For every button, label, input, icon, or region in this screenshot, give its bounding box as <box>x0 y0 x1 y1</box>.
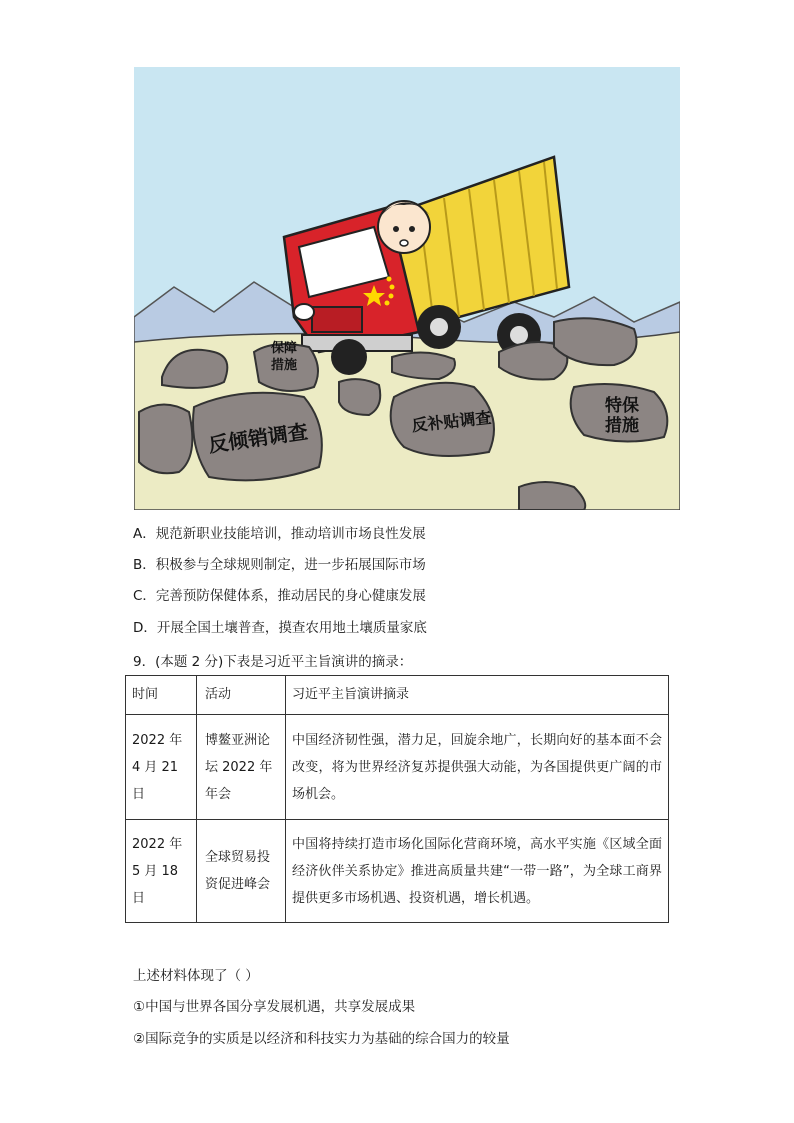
trade-barrier-cartoon <box>134 67 680 510</box>
row1-activity: 博鳌亚洲论坛 2022 年年会 <box>197 715 286 820</box>
label-antisubsidy: 反补贴调查 <box>410 407 493 436</box>
header-activity: 活动 <box>197 676 286 715</box>
row1-excerpt: 中国经济韧性强，潜力足，回旋余地广，长期向好的基本面不会改变，将为世界经济复苏提供强大动能，为各国提供更广阔的市场机会。 <box>286 715 669 820</box>
label-antidumping: 反倾销调查 <box>206 419 310 457</box>
label-protect-line2: 措施 <box>270 358 298 373</box>
option-d: D．开展全国土壤普查，摸查农用地土壤质量家底 <box>133 620 427 636</box>
label-special-line1: 特保 <box>605 396 639 416</box>
row2-activity: 全球贸易投资促进峰会 <box>197 820 286 923</box>
row2-time: 2022 年 5 月 18 日 <box>126 820 197 923</box>
header-time: 时间 <box>126 676 197 715</box>
row2-excerpt: 中国将持续打造市场化国际化营商环境，高水平实施《区域全面经济伙伴关系协定》推进高质量共建“一带一路”，为全球工商界提供更多市场机遇、投资机遇，增长机遇。 <box>286 820 669 923</box>
question-9-stem: 上述材料体现了（ ） <box>133 968 259 984</box>
header-excerpt: 习近平主旨演讲摘录 <box>286 676 669 715</box>
table-row <box>126 715 669 820</box>
label-special-line2: 措施 <box>605 416 639 436</box>
row1-time: 2022 年 4 月 21 日 <box>126 715 197 820</box>
question-9-intro: 9．(本题 2 分)下表是习近平主旨演讲的摘录： <box>133 654 413 670</box>
option-a: A．规范新职业技能培训，推动培训市场良性发展 <box>133 526 426 542</box>
label-protect-line1: 保障 <box>270 341 298 356</box>
option-b: B．积极参与全球规则制定，进一步拓展国际市场 <box>133 557 426 573</box>
option-c: C．完善预防保健体系，推动居民的身心健康发展 <box>133 588 426 604</box>
table-row <box>126 820 669 923</box>
speech-excerpt-table <box>125 675 669 923</box>
statement-1: ①中国与世界各国分享发展机遇，共享发展成果 <box>133 999 416 1015</box>
statement-2: ②国际竞争的实质是以经济和科技实力为基础的综合国力的较量 <box>133 1031 510 1047</box>
table-header-row <box>126 676 669 715</box>
